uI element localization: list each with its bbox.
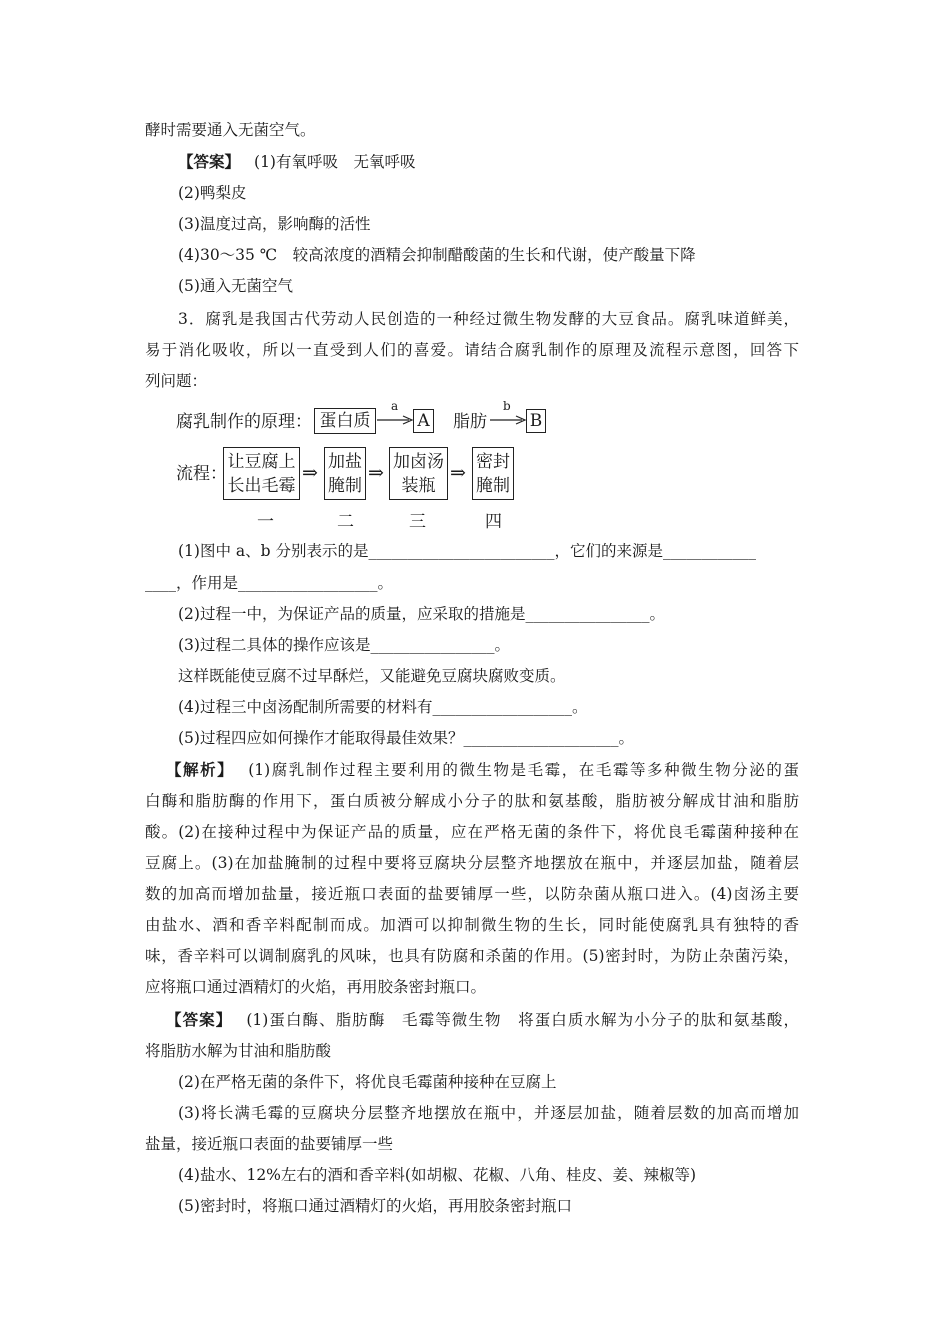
flow-step-1-line-1: 让豆腐上: [227, 451, 296, 472]
protein-box: 蛋白质: [314, 408, 376, 434]
step-number-3: 三: [409, 512, 426, 532]
product-a-box: A: [413, 409, 434, 433]
flow-step-2: [324, 447, 366, 500]
analysis-line-4: 豆腐上。(3)在加盐腌制的过程中要将豆腐块分层整齐地摆放在瓶中，并逐层加盐，随着层: [145, 854, 799, 872]
answer-item-3: (3)温度过高，影响酶的活性: [178, 215, 371, 233]
product-b-box: B: [526, 409, 546, 433]
answer-item-4: (4)30～35 ℃ 较高浓度的酒精会抑制醋酸菌的生长和代谢，使产酸量下降: [178, 246, 696, 264]
flow-arrow-1: ⇒: [302, 462, 318, 484]
flow-step-3-line-1: 加卤汤: [393, 451, 444, 472]
flow-step-1-line-2: 长出毛霉: [227, 475, 296, 496]
question-3-line-2: 易于消化吸收，所以一直受到人们的喜爱。请结合腐乳制作的原理及流程示意图，回答下: [145, 341, 799, 359]
analysis-line-2: 白酶和脂肪酶的作用下，蛋白质被分解成小分子的肽和氨基酸，脂肪被分解成甘油和脂肪: [145, 792, 799, 810]
answer-3-item-3: (3)将长满毛霉的豆腐块分层整齐地摆放在瓶中，并逐层加盐，随着层数的加高而增加: [178, 1104, 799, 1122]
answer-3-item-2: (2)在严格无菌的条件下，将优良毛霉菌种接种在豆腐上: [178, 1073, 557, 1091]
step-number-1: 一: [257, 512, 274, 532]
analysis-line-8: 应将瓶口通过酒精灯的火焰，再用胶条密封瓶口。: [145, 978, 487, 996]
analysis-line-1: (1)腐乳制作过程主要利用的微生物是毛霉，在毛霉等多种微生物分泌的蛋: [248, 761, 799, 779]
answer-tag: 【答案】: [178, 152, 241, 171]
answer-3-item-1: (1)蛋白酶、脂肪酶 毛霉等微生物 将蛋白质水解为小分子的肽和氨基酸，: [246, 1011, 799, 1029]
step-number-2: 二: [337, 512, 354, 532]
sub-question-3: (3)过程二具体的操作应该是________________。: [178, 636, 510, 654]
step-number-4: 四: [485, 512, 502, 532]
analysis-line-7: 味，香辛料可以调制腐乳的风味，也具有防腐和杀菌的作用。(5)密封时，为防止杂菌污染，: [145, 947, 799, 965]
flow-step-4: [472, 447, 514, 500]
answer-item-2: (2)鸭梨皮: [178, 184, 247, 202]
analysis-line-3: 酸。(2)在接种过程中为保证产品的质量，应在严格无菌的条件下，将优良毛霉菌种接种在: [145, 823, 799, 841]
question-3-line-3: 列问题：: [145, 372, 208, 390]
flow-arrow-3: ⇒: [450, 462, 466, 484]
flow-step-1: [223, 447, 300, 500]
flow-step-3: [389, 447, 448, 500]
answer-3-item-5: (5)密封时，将瓶口通过酒精灯的火焰，再用胶条密封瓶口: [178, 1197, 572, 1215]
flow-step-4-line-2: 腌制: [476, 475, 510, 496]
sub-question-2: (2)过程一中，为保证产品的质量，应采取的措施是________________。: [178, 605, 665, 623]
answer-3-item-3-cont: 盐量，接近瓶口表面的盐要铺厚一些: [145, 1135, 394, 1153]
flow-step-4-line-1: 密封: [476, 451, 510, 472]
analysis-line-6: 由盐水、酒和香辛料配制而成。加酒可以抑制微生物的生长，同时能使腐乳具有独特的香: [145, 916, 799, 934]
answer-3-item-4: (4)盐水、12%左右的酒和香辛料(如胡椒、花椒、八角、桂皮、姜、辣椒等): [178, 1166, 697, 1184]
sub-question-3-note: 这样既能使豆腐不过早酥烂，又能避免豆腐块腐败变质。: [178, 667, 566, 685]
answer-item-1: (1)有氧呼吸 无氧呼吸: [254, 153, 416, 171]
sub-question-5: (5)过程四应如何操作才能取得最佳效果？____________________。: [178, 729, 634, 747]
fat-label: 脂肪: [453, 412, 487, 432]
answer-tag-2: 【答案】: [166, 1010, 233, 1029]
answer-item-5: (5)通入无菌空气: [178, 277, 293, 295]
arrow-b: [489, 414, 529, 426]
flow-step-3-line-2: 装瓶: [401, 475, 436, 496]
sub-question-1-line-1: (1)图中 a、b 分别表示的是________________________，它们的来源是____________: [178, 542, 756, 560]
flow-label: 流程：: [176, 464, 227, 484]
flow-step-2-line-2: 腌制: [328, 475, 362, 496]
arrow-a: [376, 414, 416, 426]
principle-label: 腐乳制作的原理：: [176, 412, 312, 432]
arrow-a-label: a: [391, 399, 399, 413]
continuation-line: 酵时需要通入无菌空气。: [145, 121, 316, 139]
answer-3-item-1-cont: 将脂肪水解为甘油和脂肪酸: [145, 1042, 332, 1060]
sub-question-1-line-2: ____，作用是__________________。: [145, 574, 394, 592]
question-3-line-1: 3．腐乳是我国古代劳动人民创造的一种经过微生物发酵的大豆食品。腐乳味道鲜美，: [178, 310, 799, 328]
arrow-b-label: b: [503, 399, 511, 413]
analysis-tag: 【解析】: [166, 760, 235, 779]
flow-arrow-2: ⇒: [368, 462, 384, 484]
flow-step-2-line-1: 加盐: [328, 451, 362, 472]
analysis-line-5: 数的加高而增加盐量，接近瓶口表面的盐要铺厚一些，以防杂菌从瓶口进入。(4)卤汤主要: [145, 885, 799, 903]
sub-question-4: (4)过程三中卤汤配制所需要的材料有__________________。: [178, 698, 588, 716]
